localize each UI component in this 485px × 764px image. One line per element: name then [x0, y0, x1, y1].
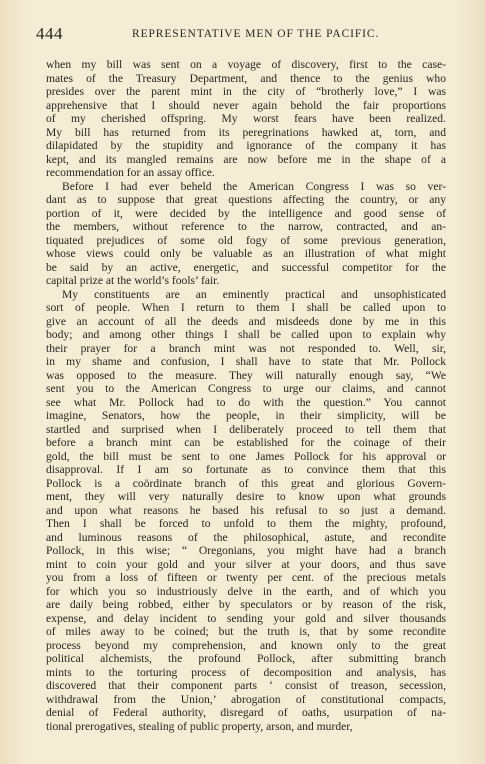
text-line: My bill has returned from its peregrinations hawked at, torn, and [46, 125, 446, 139]
text-line: ment, they will very naturally desire to know upon what grounds [46, 490, 446, 503]
text-line: tional prerogatives, stealing of public property, arson, and murder, [46, 719, 353, 733]
text-line: whose views could only be valuable as an illustration of what might [46, 247, 446, 260]
text-line: when my bill was sent on a voyage of discovery, first to the case- [46, 58, 446, 71]
text-line: for which you so industriously delve in the earth, and of which you [46, 584, 446, 598]
text-line: you from a loss of fifteen or twenty per cent. of the precious metals [46, 571, 446, 584]
text-line: mints to the torturing process of decomposition and analysis, has [46, 665, 446, 679]
text-line: mates of the Treasury Department, and thence to the genius who [46, 71, 446, 85]
page-header [36, 24, 456, 46]
text-line: denial of Federal authority, disregard of oaths, usurpation of na- [46, 706, 446, 719]
text-line: their prayer for a branch mint was not responded to. Well, sir, [46, 341, 446, 355]
text-line: expense, and delay incident to sending your gold and silver thousands [46, 611, 446, 625]
text-line: discovered that their component parts ‘ consist of treason, secession, [46, 679, 446, 692]
text-line: gold, the bill must be sent to one James Pollock for his approval or [46, 449, 446, 463]
text-line: dilapidated by the stupidity and ignorance of the company it has [46, 139, 446, 152]
text-line: see what Mr. Pollock had to do with the question.” You cannot [46, 395, 446, 409]
paragraph [46, 288, 446, 734]
paragraph [46, 180, 446, 288]
text-line: give an account of all the deeds and misdeeds done by me in this [46, 314, 446, 328]
text-line: presides over the parent mint in the city of “brotherly love,” I was [46, 85, 446, 98]
text-line: and luminous reasons of the philosophical, astute, and recondite [46, 530, 446, 544]
running-title: REPRESENTATIVE MEN OF THE PACIFIC. [132, 28, 380, 40]
text-line: mint to coin your gold and your silver at your doors, and thus save [46, 557, 446, 571]
text-line: portion of it, were decided by the intelligence and good sense of [46, 206, 446, 220]
text-line: are daily being robbed, either by speculators or by reason of the risk, [46, 598, 446, 611]
text-line: and upon what reasons he based his refusal to so just a demand. [46, 503, 446, 517]
text-line: imagine, Senators, how the people, in their simplicity, will be [46, 409, 446, 422]
text-line: before a branch mint can be established for the coinage of their [46, 436, 446, 449]
text-line: Pollock is a coördinate branch of this great and glorious Govern- [46, 476, 446, 490]
text-line: Before I had ever beheld the American Congress I was so ver- [62, 179, 446, 193]
text-line: kept, and its mangled remains are now before me in the shape of a [46, 152, 446, 166]
text-line: sort of people. When I return to them I shall be called upon to [46, 301, 446, 314]
text-line: was opposed to the measure. They will naturally enough say, “We [46, 368, 446, 382]
text-line: process beyond my comprehension, and known only to the great [46, 638, 446, 652]
text-line: My constituents are an eminently practical and unsophisticated [62, 287, 446, 301]
text-line: sent you to the American Congress to urge our claims, and cannot [46, 382, 446, 395]
text-line: recommendation for an assay office. [46, 166, 215, 179]
text-line: disapproval. If I am so fortunate as to convince them that this [46, 463, 446, 476]
text-line: dant as to suppose that great questions affecting the country, or any [46, 193, 446, 206]
text-line: apprehensive that I should never again behold the fair proportions [46, 98, 446, 112]
body-text [46, 58, 446, 733]
text-line: political alchemists, the profound Pollock, after submitting branch [46, 652, 446, 665]
text-line: be said by an active, energetic, and successful competitor for the [46, 260, 446, 274]
text-line: the members, without reference to the narrow, contracted, and an- [46, 220, 446, 233]
text-line: of miles away to be coined; but the truth is, that by some recondite [46, 625, 446, 638]
text-line: body; and among other things I shall be called upon to explain why [46, 328, 446, 341]
text-line: tiquated prejudices of some old fogy of some previous generation, [46, 233, 446, 247]
text-line: startled and surprised when I deliberately proceed to tell them that [46, 422, 446, 436]
text-line: capital prize at the world’s fools’ fair. [46, 274, 220, 287]
paragraph [46, 58, 446, 180]
text-line: in my shame and confusion, I shall have to state that Mr. Pollock [46, 355, 446, 368]
text-line: Pollock, in this wise; “ Oregonians, you might have had a branch [46, 544, 446, 557]
text-line: withdrawal from the Union,’ abrogation of constitutional compacts, [46, 692, 446, 706]
text-line: of my cherished offspring. My worst fears have been realized. [46, 112, 446, 125]
text-line: Then I shall be forced to unfold to them the mighty, profound, [46, 517, 446, 530]
page-number: 444 [36, 24, 63, 43]
